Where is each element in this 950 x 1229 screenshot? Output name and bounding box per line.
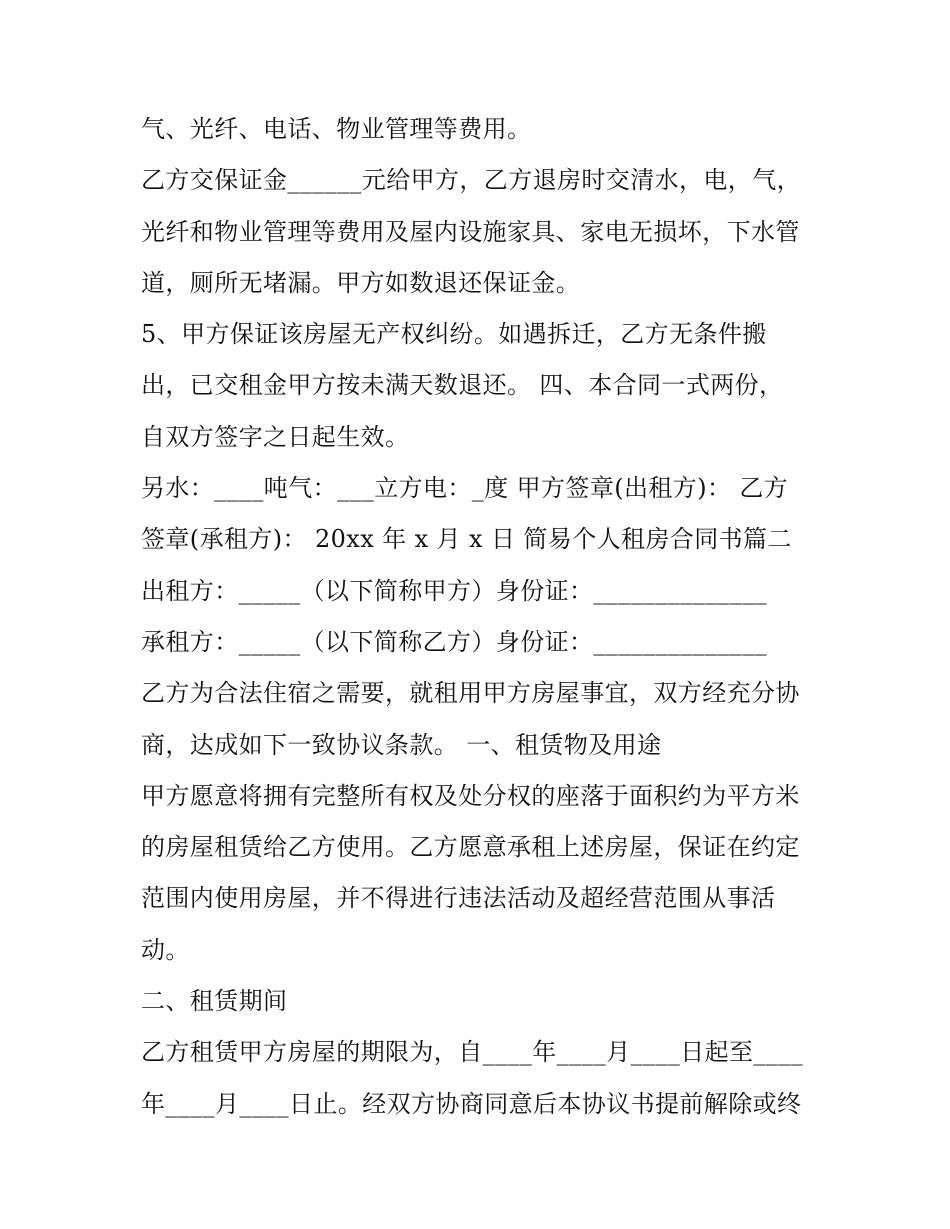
text-line: 出，已交租金甲方按未满天数退还。 四、本合同一式两份， — [141, 371, 784, 400]
text-line: 二、租赁期间 — [141, 987, 288, 1016]
text-line: 出租方：_____（以下简称甲方）身份证：______________ — [141, 576, 767, 605]
text-line: 乙方交保证金______元给甲方，乙方退房时交清水，电，气， — [141, 166, 801, 195]
text-line: 甲方愿意将拥有完整所有权及处分权的座落于面积约为平方米 — [141, 781, 800, 810]
text-line: 承租方：_____（以下简称乙方）身份证：______________ — [141, 627, 767, 656]
document-body — [141, 104, 841, 1130]
text-line: 商，达成如下一致协议条款。 一、租赁物及用途 — [141, 730, 662, 759]
text-line: 年____月____日止。经双方协商同意后本协议书提前解除或终 — [141, 1089, 802, 1118]
text-line: 的房屋租赁给乙方使用。乙方愿意承租上述房屋，保证在约定 — [141, 833, 800, 862]
text-line: 自双方签字之日起生效。 — [141, 422, 410, 451]
text-line: 乙方为合法住宿之需要，就租用甲方房屋事宜，双方经充分协 — [141, 679, 800, 708]
text-line: 范围内使用房屋，并不得进行违法活动及超经营范围从事活 — [141, 884, 776, 913]
text-line: 道，厕所无堵漏。甲方如数退还保证金。 — [141, 268, 581, 297]
text-line: 气、光纤、电话、物业管理等费用。 — [141, 115, 532, 143]
text-line: 5、甲方保证该房屋无产权纠纷。如遇拆迁，乙方无条件搬 — [141, 320, 767, 349]
text-line: 动。 — [141, 935, 190, 964]
text-line: 乙方租赁甲方房屋的期限为，自____年____月____日起至____ — [141, 1038, 803, 1067]
text-line: 光纤和物业管理等费用及屋内设施家具、家电无损坏，下水管 — [141, 217, 800, 246]
text-line: 另水：____吨气：___立方电：_度 甲方签章(出租方)： 乙方 — [141, 474, 789, 503]
text-line: 签章(承租方)： 20xx 年 x 月 x 日 简易个人租房合同书篇二 — [141, 525, 792, 554]
